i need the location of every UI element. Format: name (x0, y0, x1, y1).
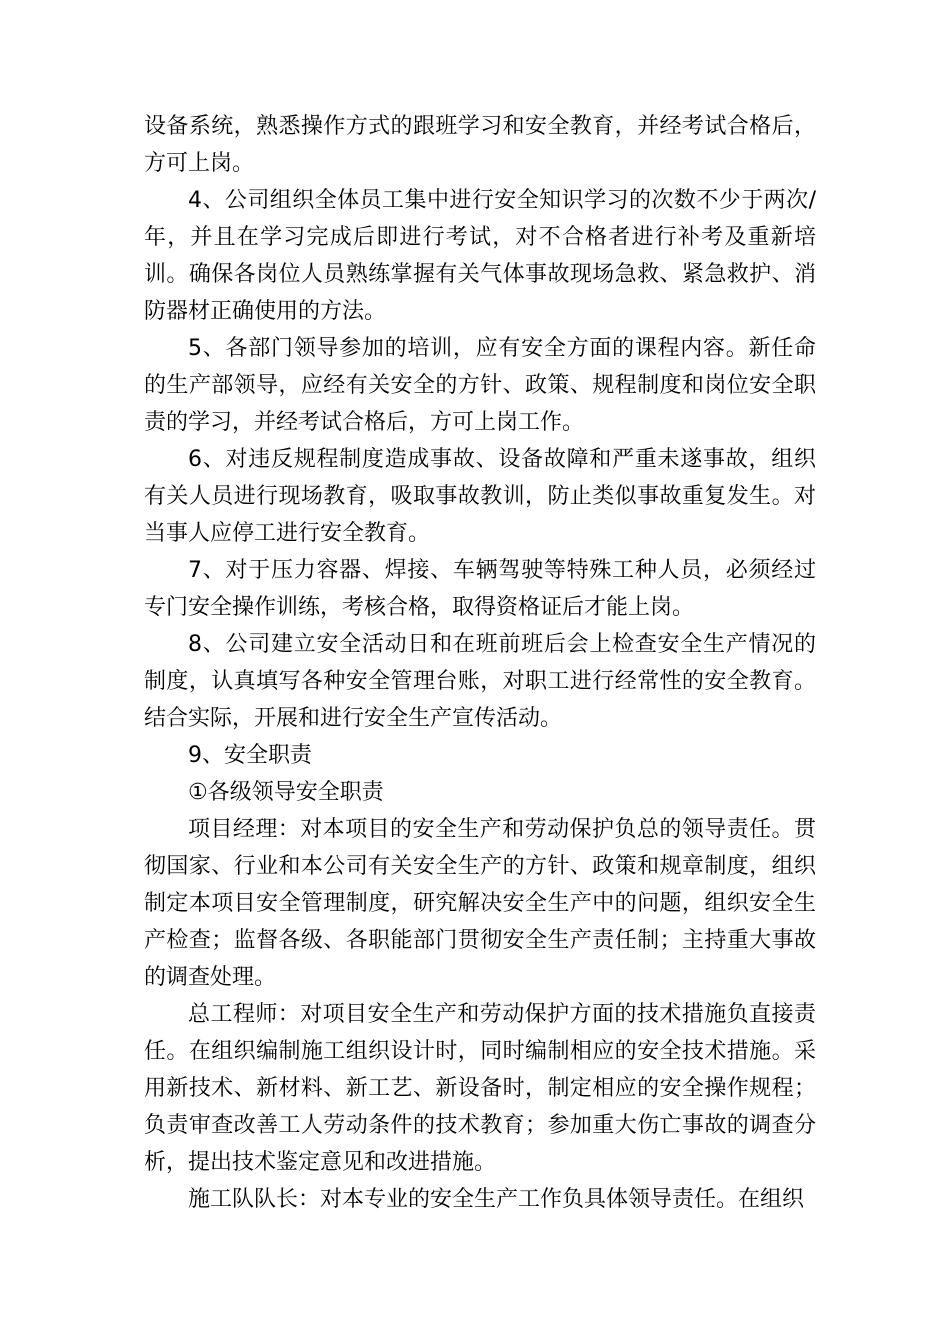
paragraph-item-5: 5、各部门领导参加的培训，应有安全方面的课程内容。新任命的生产部领导，应经有关安全的方针、政策、规程制度和岗位安全职责的学习，并经考试合格后，方可上岗工作。 (144, 336, 816, 435)
subsection-heading-leader-duties: ①各级领导安全职责 (188, 780, 384, 805)
section-heading-safety-duties: 9、安全职责 (188, 743, 312, 768)
paragraph-team-leader: 施工队队长：对本专业的安全生产工作负具体领导责任。在组织 (188, 1187, 805, 1212)
paragraph-chief-engineer: 总工程师：对项目安全生产和劳动保护方面的技术措施负直接责任。在组织编制施工组织设计时，同时编制相应的安全技术措施。采用新技术、新材料、新工艺、新设备时，制定相应的安全操作规程；负责审查改善工人劳动条件的技术教育；参加重大伤亡事故的调查分析，提出技术鉴定意见和改进措施。 (144, 1002, 816, 1175)
paragraph-item-6: 6、对违反规程制度造成事故、设备故障和严重未遂事故，组织有关人员进行现场教育，吸取事故教训，防止类似事故重复发生。对当事人应停工进行安全教育。 (144, 447, 816, 546)
paragraph-item-8: 8、公司建立安全活动日和在班前班后会上检查安全生产情况的制度，认真填写各种安全管理台账，对职工进行经常性的安全教育。结合实际，开展和进行安全生产宣传活动。 (144, 632, 816, 731)
paragraph-item-7: 7、对于压力容器、焊接、车辆驾驶等特殊工种人员，必须经过专门安全操作训练，考核合格，取得资格证后才能上岗。 (144, 558, 816, 620)
paragraph-item-4: 4、公司组织全体员工集中进行安全知识学习的次数不少于两次/年，并且在学习完成后即进行考试，对不合格者进行补考及重新培训。确保各岗位人员熟练掌握有关气体事故现场急救、紧急救护、消防器材正确使用的方法。 (144, 188, 816, 324)
paragraph-project-manager: 项目经理：对本项目的安全生产和劳动保护负总的领导责任。贯彻国家、行业和本公司有关安全生产的方针、政策和规章制度，组织制定本项目安全管理制度，研究解决安全生产中的问题，组织安全生产检查；监督各级、各职能部门贯彻安全生产责任制；主持重大事故的调查处理。 (144, 817, 816, 990)
document-page (144, 108, 816, 1218)
paragraph-continuation: 设备系统，熟悉操作方式的跟班学习和安全教育，并经考试合格后，方可上岗。 (144, 114, 816, 176)
